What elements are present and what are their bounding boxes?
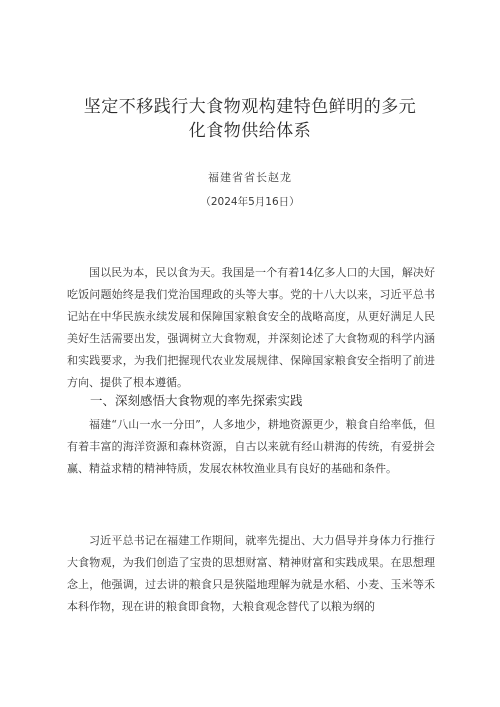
title-line-1: 坚定不移践行大食物观构建特色鲜明的多元 — [83, 97, 417, 117]
section-heading-1: 一、深刻感悟大食物观的率先探索实践 — [90, 393, 303, 408]
author-line: 福建省省长赵龙 — [208, 171, 292, 184]
document-title — [60, 95, 440, 143]
paragraph-3: 习近平总书记在福建工作期间，就率先提出、大力倡导并身体力行推行大食物观，为我们创造了宝贵的思想财富、精神财富和实践成果。在思想理念上，他强调，过去讲的粮食只是狭隘地理解为就是水稻、小麦、玉米等禾本科作物，现在讲的粮食即食物，大粮食观念替代了以粮为纲的 — [67, 534, 435, 613]
date-line: （2024年5月16日） — [200, 196, 300, 208]
title-line-2: 化食物供给体系 — [188, 121, 312, 141]
paragraph-2: 福建“八山一水一分田”，人多地少，耕地资源更少，粮食自给率低，但有着丰富的海洋资源和森林资源，自古以来就有经山耕海的传统，有爱拼会赢、精益求精的精神特质，发展农林牧渔业具有良好的基础和条件。 — [67, 418, 435, 475]
paragraph-1: 国以民为本，民以食为天。我国是一个有着14亿多人口的大国，解决好吃饭问题始终是我们党治国理政的头等大事。党的十八大以来，习近平总书记站在中华民族永续发展和保障国家粮食安全的战略高度，从更好满足人民美好生活需要出发，强调树立大食物观，并深刻论述了大食物观的科学内涵和实践要求，为我们把握现代农业发展规律、保障国家粮食安全指明了前进方向、提供了根本遵循。 — [67, 266, 435, 389]
